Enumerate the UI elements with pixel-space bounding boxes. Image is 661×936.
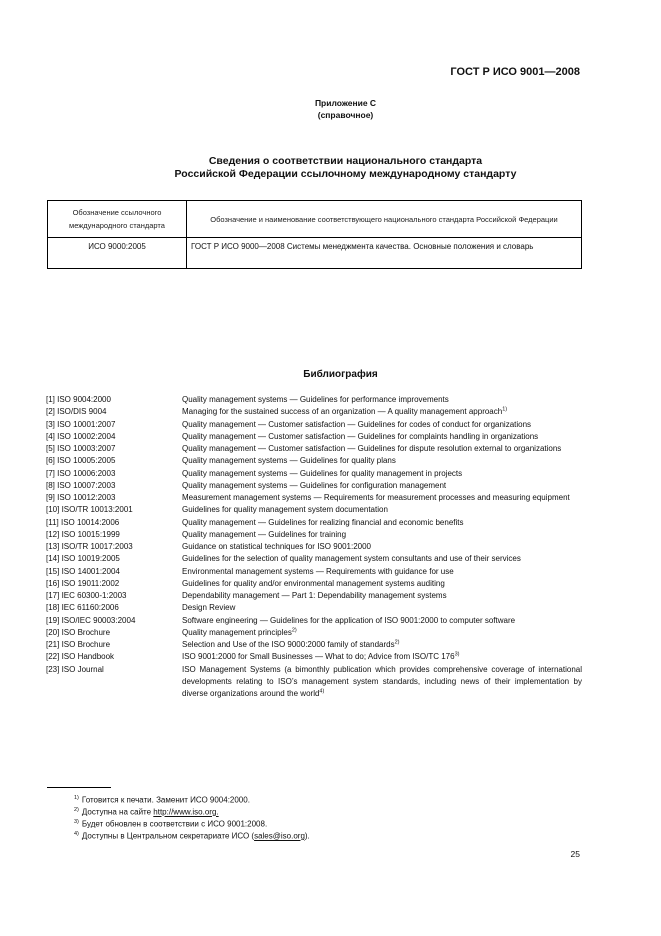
bibliography-entry-text: Selection and Use of the ISO 9000:2000 family of standards$^{2)}$ — [182, 639, 400, 649]
bibliography-entry — [46, 406, 582, 418]
footnote-link[interactable]: http://www.iso.org. — [153, 807, 219, 817]
bibliography-entry — [46, 431, 582, 443]
bibliography-entry-text: Quality management principles$^{2)}$ — [182, 627, 297, 637]
footnote-link[interactable]: sales@iso.org — [254, 831, 305, 841]
bibliography-entry-number: [20] ISO Brochure — [46, 627, 111, 637]
bibliography-title: Библиография — [303, 369, 378, 380]
table-cell-intl: ИСО 9000:2005 — [48, 238, 187, 269]
footnote: $^{1)}$ Готовится к печати. Заменит ИСО 9004:2000. — [74, 795, 250, 805]
bibliography-entry — [46, 480, 582, 492]
bibliography-entry-number: [7] ISO 10006:2003 — [46, 468, 116, 478]
bibliography-entry — [46, 590, 582, 602]
bibliography-entry-number: [22] ISO Handbook — [46, 652, 115, 662]
bibliography-entry-number: [15] ISO 14001:2004 — [46, 566, 120, 576]
bibliography-entry-text: Guidance on statistical techniques for ISO 9001:2000 — [182, 542, 372, 551]
bibliography-entry — [46, 615, 582, 627]
bibliography-entry-number: [9] ISO 10012:2003 — [46, 493, 116, 502]
bibliography-entry — [46, 553, 582, 565]
bibliography-entry-number: [17] IEC 60300-1:2003 — [46, 591, 127, 600]
annex-heading — [0, 97, 661, 121]
footnote-reference: 3) — [454, 651, 460, 658]
document-header: ГОСТ Р ИСО 9001—2008 — [450, 66, 580, 78]
bibliography-entry-number: [18] IEC 61160:2006 — [46, 603, 119, 613]
footnote-reference: 2) — [291, 627, 297, 634]
footnote: $^{4)}$ Доступны в Центральном секретариате ИСО (sales@iso.org). — [74, 831, 310, 841]
footnote: $^{2)}$ Доступна на сайте http://www.iso.org. — [74, 807, 219, 817]
table-header-row — [48, 201, 582, 238]
bibliography-entry — [46, 639, 582, 651]
bibliography-entry — [46, 664, 582, 701]
bibliography-entry-text: Quality management systems — Guidelines for performance improvements — [182, 395, 449, 404]
annex-title-line-2: Российской Федерации ссылочному международному стандарту — [174, 168, 517, 180]
bibliography-entry-text: Quality management — Customer satisfaction — Guidelines for codes of conduct for organizations — [182, 419, 532, 429]
page-number: 25 — [570, 849, 580, 859]
bibliography-entry — [46, 578, 582, 590]
bibliography-entry-text: Measurement management systems — Requirements for measurement processes and measuring equipment — [182, 493, 570, 502]
table-row — [48, 238, 582, 269]
bibliography-entry-number: [13] ISO/TR 10017:2003 — [46, 542, 133, 551]
footnote-separator — [47, 787, 111, 788]
bibliography-entry-number: [11] ISO 10014:2006 — [46, 517, 120, 527]
table-cell-national: ГОСТ Р ИСО 9000—2008 Системы менеджмента качества. Основные положения и словарь — [187, 238, 582, 269]
bibliography-entry-number: [12] ISO 10015:1999 — [46, 529, 120, 539]
bibliography-entry-number: [10] ISO/TR 10013:2001 — [46, 505, 133, 515]
bibliography-entry-number: [8] ISO 10007:2003 — [46, 480, 116, 490]
bibliography-entry-number: [16] ISO 19011:2002 — [46, 578, 120, 588]
footnote-reference: 2) — [394, 639, 400, 646]
annex-type: (справочное) — [317, 110, 374, 120]
bibliography-entry-text: Quality management — Customer satisfaction — Guidelines for complaints handling in organizations — [182, 431, 539, 441]
bibliography-entry — [46, 541, 582, 553]
bibliography-entry-text: Environmental management systems — Requirements with guidance for use — [182, 566, 454, 576]
bibliography-entry-text: Guidelines for quality and/or environmental management systems auditing — [182, 578, 445, 588]
bibliography-entry-text: Managing for the sustained success of an organization — A quality management approach$^{1)}$ — [182, 406, 508, 417]
bibliography-entry-text: Design Review — [182, 603, 236, 613]
bibliography-entry-text: Guidelines for quality management system documentation — [182, 505, 388, 515]
bibliography-entry-number: [3] ISO 10001:2007 — [46, 419, 116, 429]
bibliography-entry-text: ISO Management Systems (a bimonthly publication which provides comprehensive coverage of international developments relating to ISO’s management system standards, including news of their implementation by diverse organizations around the world$^{4)}$ — [182, 664, 582, 698]
bibliography-entry-text: Quality management — Guidelines for training — [182, 529, 347, 539]
bibliography-entry — [46, 529, 582, 541]
bibliography-entry — [46, 455, 582, 467]
bibliography-entry — [46, 394, 582, 406]
bibliography-entry-text: Quality management systems — Guidelines for configuration management — [182, 480, 447, 490]
bibliography-entry-number: [14] ISO 10019:2005 — [46, 554, 120, 564]
bibliography-entry — [46, 627, 582, 639]
bibliography-list — [46, 394, 582, 700]
bibliography-entry — [46, 651, 582, 663]
bibliography-entry — [46, 443, 582, 455]
bibliography-entry-number: [23] ISO Journal — [46, 664, 104, 674]
bibliography-entry-text: Quality management systems — Guidelines for quality management in projects — [182, 468, 463, 478]
bibliography-entry-text: ISO 9001:2000 for Small Businesses — What to do; Advice from ISO/TC 176$^{3)}$ — [182, 651, 460, 662]
bibliography-entry-text: Quality management systems — Guidelines for quality plans — [182, 456, 396, 466]
bibliography-entry-number: [19] ISO/IEC 90003:2004 — [46, 615, 136, 625]
bibliography-entry — [46, 602, 582, 614]
annex-label: Приложение С — [314, 98, 377, 108]
bibliography-entry-text: Quality management — Customer satisfaction — Guidelines for dispute resolution external to organizations — [182, 444, 562, 453]
bibliography-entry-text: Dependability management — Part 1: Dependability management systems — [182, 591, 447, 600]
bibliography-entry — [46, 419, 582, 431]
bibliography-entry — [46, 517, 582, 529]
annex-title — [0, 155, 661, 181]
bibliography-entry-number: [4] ISO 10002:2004 — [46, 431, 116, 441]
bibliography-entry-number: [21] ISO Brochure — [46, 640, 111, 649]
footnote-reference: 1) — [502, 406, 508, 413]
bibliography-entry-text: Quality management — Guidelines for realizing financial and economic benefits — [182, 517, 464, 527]
bibliography-entry — [46, 566, 582, 578]
bibliography-entry — [46, 504, 582, 516]
table-header-national: Обозначение и наименование соответствующего национального стандарта Российской Федерации — [187, 201, 582, 238]
bibliography-entry-text: Guidelines for the selection of quality management system consultants and use of their services — [182, 554, 521, 564]
bibliography-entry-number: [6] ISO 10005:2005 — [46, 456, 116, 466]
bibliography-entry-number: [1] ISO 9004:2000 — [46, 395, 111, 404]
correspondence-table — [47, 200, 582, 269]
bibliography-entry-number: [5] ISO 10003:2007 — [46, 444, 116, 453]
footnote-reference: 4) — [319, 688, 325, 695]
table-header-intl: Обозначение ссылочного международного стандарта — [48, 201, 187, 238]
annex-title-line-1: Сведения о соответствии национального стандарта — [208, 155, 483, 167]
bibliography-entry — [46, 492, 582, 504]
bibliography-entry — [46, 468, 582, 480]
bibliography-entry-text: Software engineering — Guidelines for the application of ISO 9001:2000 to computer software — [182, 615, 516, 625]
footnote: $^{3)}$ Будет обновлен в соответствии с ИСО 9001:2008. — [74, 819, 268, 829]
bibliography-entry-number: [2] ISO/DIS 9004 — [46, 407, 107, 417]
